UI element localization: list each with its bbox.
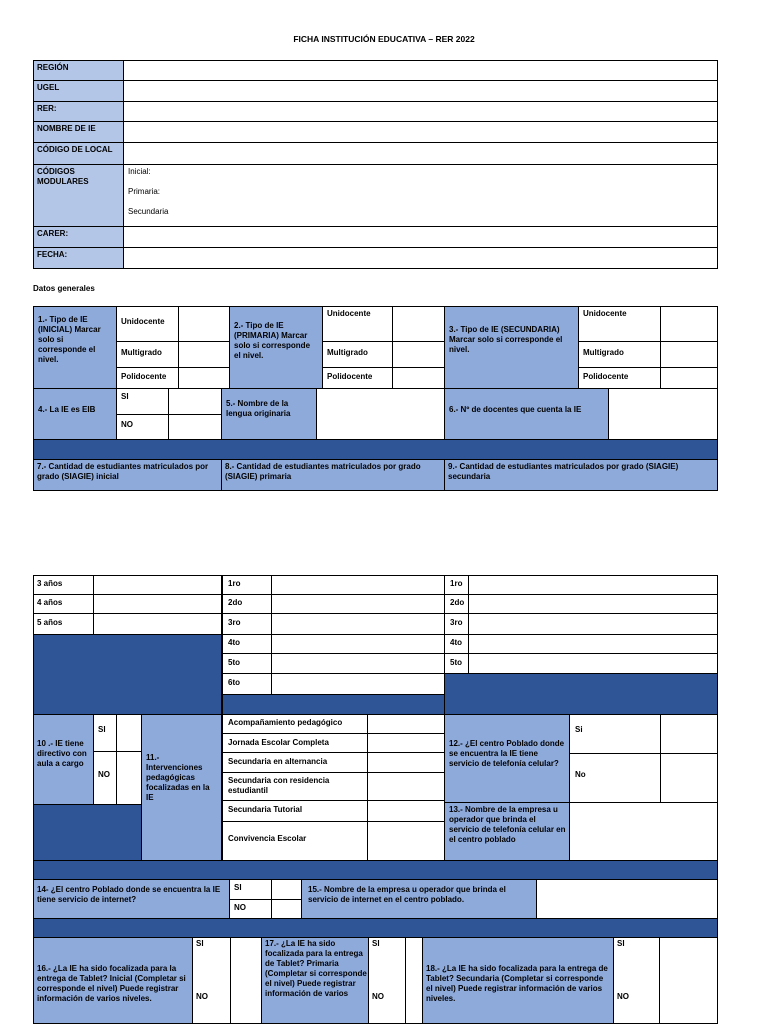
- secundaria-grade-3-field[interactable]: [468, 613, 718, 635]
- intervention-2-cell: [222, 733, 368, 753]
- intervention-4-check[interactable]: [367, 772, 445, 801]
- carer-label: CARER:: [37, 229, 69, 238]
- q4-cell: [33, 388, 117, 440]
- primaria-grade-6-field[interactable]: [271, 673, 445, 695]
- secundaria-grade-2: 2do: [450, 598, 465, 607]
- q11-label: 11.- Intervenciones pedagógicas focalizadas en la IE: [146, 753, 210, 802]
- q17-no-label: NO: [372, 992, 384, 1001]
- ugel-field[interactable]: [123, 80, 718, 102]
- q12-no-label: No: [575, 770, 586, 779]
- q3-multigrado-cell: [578, 341, 661, 368]
- datos-generales-heading: Datos generales: [33, 284, 95, 293]
- q9-label: 9.- Cantidad de estudiantes matriculados por grado (SIAGIE) secundaria: [448, 462, 679, 481]
- secundaria-grade-5: 5to: [450, 658, 462, 667]
- nombre-ie-label: NOMBRE DE IE: [37, 124, 96, 133]
- q10-si-label: SI: [98, 725, 106, 734]
- intervention-2-check[interactable]: [367, 733, 445, 753]
- q12-si-label: Si: [575, 725, 583, 734]
- q18-label: 18.- ¿La IE ha sido focalizada para la entrega de Tablet? Secundaria (Completar si corresponde el nivel) Puede registrar información de varios niveles.: [426, 964, 608, 1003]
- q17-cell: [261, 937, 369, 1024]
- fecha-field[interactable]: [123, 247, 718, 269]
- q6-cell: [444, 388, 609, 440]
- q18-si-label: SI: [617, 939, 625, 948]
- q15-field[interactable]: [536, 879, 718, 919]
- q13-cell: [444, 802, 570, 861]
- secundaria-grade-4: 4to: [450, 638, 462, 647]
- q13-label: 13.- Nombre de la empresa u operador que brinda el servicio de telefonía celular en el centro poblado: [449, 805, 566, 844]
- inicial-age-5-cell: [33, 613, 94, 635]
- q5-cell: [221, 388, 317, 440]
- q16-si-label: SI: [196, 939, 204, 948]
- secundaria-grade-3: 3ro: [450, 618, 463, 627]
- ugel-label: UGEL: [37, 83, 60, 92]
- fecha-label-cell: [33, 247, 124, 269]
- q13-field[interactable]: [569, 802, 718, 861]
- codigo-local-field[interactable]: [123, 142, 718, 165]
- q4-label: 4.- La IE es EIB: [38, 405, 96, 414]
- q2-multigrado-check[interactable]: [392, 341, 445, 368]
- primaria-grade-2: 2do: [228, 598, 243, 607]
- primaria-grade-4: 4to: [228, 638, 240, 647]
- q7-label: 7.- Cantidad de estudiantes matriculados por grado (SIAGIE) inicial: [37, 462, 209, 481]
- divider-band-2: [33, 860, 718, 880]
- q5-label: 5.- Nombre de la lengua originaria: [226, 399, 291, 418]
- q16-cell: [33, 937, 193, 1024]
- secundaria-grade-1-field[interactable]: [468, 575, 718, 595]
- region-label-cell: [33, 60, 124, 81]
- q17-options-cell: [368, 937, 406, 1024]
- q1-cell: [33, 306, 117, 389]
- secundaria-grade-5-cell: [444, 653, 469, 674]
- q3-polidocente-check[interactable]: [660, 367, 718, 389]
- fecha-label: FECHA:: [37, 250, 68, 259]
- q1-polidocente-check[interactable]: [178, 367, 230, 389]
- q11-cell: [141, 714, 222, 861]
- q10-si-check[interactable]: [116, 714, 142, 752]
- q10-cell: [33, 714, 94, 805]
- intervention-3-check[interactable]: [367, 752, 445, 773]
- q1-polidocente-cell: [116, 367, 179, 389]
- inicial-label: Inicial:: [128, 167, 151, 176]
- q17-si-label: SI: [372, 939, 380, 948]
- secundaria-grade-2-field[interactable]: [468, 594, 718, 614]
- intervention-3-cell: [222, 752, 368, 773]
- q18-cell: [422, 937, 614, 1024]
- q12-si-check[interactable]: [660, 714, 718, 754]
- inicial-age-3-cell: [33, 575, 94, 595]
- q12-no-cell: [569, 753, 661, 803]
- q16-label: 16.- ¿La IE ha sido focalizada para la entrega de Tablet? Inicial (Completar si corresponde el nivel) Puede registrar información de varios niveles.: [37, 964, 186, 1003]
- q12-si-cell: [569, 714, 661, 754]
- q2-polidocente-label: Polidocente: [327, 372, 373, 381]
- region-label: REGIÓN: [37, 63, 69, 72]
- q15-cell: [301, 879, 537, 919]
- primaria-grade-3-field[interactable]: [271, 613, 445, 635]
- primaria-grade-4-field[interactable]: [271, 634, 445, 654]
- q1-label: 1.- Tipo de IE (INICIAL) Marcar solo si corresponde el nivel.: [38, 315, 101, 364]
- primaria-grade-1-cell: [222, 575, 272, 595]
- region-field[interactable]: [123, 60, 718, 81]
- codigos-modulares-label: CÓDIGOS MODULARES: [37, 167, 89, 186]
- rer-label-cell: [33, 101, 124, 122]
- primaria-grade-6: 6to: [228, 678, 240, 687]
- q3-multigrado-check[interactable]: [660, 341, 718, 368]
- carer-label-cell: [33, 226, 124, 248]
- intervention-3-label: Secundaria en alternancia: [228, 757, 328, 766]
- q1-multigrado-cell: [116, 341, 179, 368]
- carer-field[interactable]: [123, 226, 718, 248]
- q16-options-cell: [192, 937, 231, 1024]
- q2-multigrado-label: Multigrado: [327, 348, 368, 357]
- q3-polidocente-label: Polidocente: [583, 372, 629, 381]
- inicial-age-3: 3 años: [37, 579, 63, 588]
- primaria-grade-5-field[interactable]: [271, 653, 445, 674]
- q2-polidocente-check[interactable]: [392, 367, 445, 389]
- q14-cell: [33, 879, 230, 919]
- q1-unidocente-check[interactable]: [178, 306, 230, 342]
- primaria-grade-2-field[interactable]: [271, 594, 445, 614]
- codigo-local-label-cell: [33, 142, 124, 165]
- secundaria-label: Secundaria: [128, 207, 169, 216]
- q14-si-check[interactable]: [271, 879, 302, 900]
- q1-multigrado-label: Multigrado: [121, 348, 162, 357]
- q14-no-check[interactable]: [271, 899, 302, 919]
- q4-si-check[interactable]: [168, 388, 222, 415]
- intervention-1-label: Acompañamiento pedagógico: [228, 718, 343, 727]
- q6-label: 6.- Nº de docentes que cuenta la IE: [449, 405, 582, 414]
- q10-filler-band: [33, 804, 142, 861]
- primaria-filler-band: [222, 694, 445, 715]
- q8-label: 8.- Cantidad de estudiantes matriculados por grado (SIAGIE) primaria: [225, 462, 421, 481]
- primaria-grade-3-cell: [222, 613, 272, 635]
- intervention-2-label: Jornada Escolar Completa: [228, 738, 329, 747]
- q2-polidocente-cell: [322, 367, 393, 389]
- codigos-modulares-field[interactable]: [123, 164, 718, 227]
- q7-cell: [33, 459, 222, 491]
- inicial-age-4-cell: [33, 594, 94, 614]
- intervention-6-check[interactable]: [367, 821, 445, 861]
- q18-check[interactable]: [659, 937, 718, 1024]
- q1-unidocente-label: Unidocente: [121, 317, 165, 326]
- codigo-local-label: CÓDIGO DE LOCAL: [37, 145, 113, 154]
- q14-si-label: SI: [234, 883, 242, 892]
- q6-field[interactable]: [608, 388, 718, 440]
- primaria-grade-2-cell: [222, 594, 272, 614]
- inicial-age-3-field[interactable]: [93, 575, 222, 595]
- q14-no-cell: [229, 899, 272, 919]
- intervention-6-cell: [222, 821, 368, 861]
- form-title: FICHA INSTITUCIÓN EDUCATIVA – RER 2022: [293, 34, 475, 44]
- q14-si-cell: [229, 879, 272, 900]
- rer-field[interactable]: [123, 101, 718, 122]
- q12-no-check[interactable]: [660, 753, 718, 803]
- intervention-6-label: Convivencia Escolar: [228, 834, 307, 843]
- q14-label: 14- ¿El centro Poblado donde se encuentra la IE tiene servicio de internet?: [37, 885, 221, 904]
- primaria-grade-5: 5to: [228, 658, 240, 667]
- q3-polidocente-cell: [578, 367, 661, 389]
- q5-field[interactable]: [316, 388, 445, 440]
- q2-unidocente-check[interactable]: [392, 306, 445, 342]
- q3-label: 3.- Tipo de IE (SECUNDARIA) Marcar solo si corresponde el nivel.: [449, 325, 563, 354]
- q3-unidocente-cell: [578, 306, 661, 342]
- intervention-5-cell: [222, 800, 368, 822]
- inicial-age-4-field[interactable]: [93, 594, 222, 614]
- primaria-grade-4-cell: [222, 634, 272, 654]
- ugel-label-cell: [33, 80, 124, 102]
- secundaria-grade-4-cell: [444, 634, 469, 654]
- intervention-4-label: Secundaria con residencia estudiantil: [228, 776, 330, 795]
- q1-unidocente-cell: [116, 306, 179, 342]
- q15-label: 15.- Nombre de la empresa u operador que brinda el servicio de internet en el centro poblado.: [308, 885, 506, 904]
- q3-multigrado-label: Multigrado: [583, 348, 624, 357]
- divider-band-3: [33, 918, 718, 938]
- q2-label: 2.- Tipo de IE (PRIMARIA) Marcar solo si corresponde el nivel.: [234, 321, 311, 360]
- q10-label: 10 .- IE tiene directivo con aula a cargo: [37, 739, 87, 768]
- q1-multigrado-check[interactable]: [178, 341, 230, 368]
- intervention-5-check[interactable]: [367, 800, 445, 822]
- secundaria-grade-4-field[interactable]: [468, 634, 718, 654]
- q14-no-label: NO: [234, 903, 246, 912]
- q4-no-check[interactable]: [168, 414, 222, 440]
- inicial-filler-band: [33, 634, 222, 715]
- q3-cell: [444, 306, 579, 389]
- q10-no-cell: [93, 751, 117, 805]
- q1-polidocente-label: Polidocente: [121, 372, 167, 381]
- q10-no-label: NO: [98, 770, 110, 779]
- q10-no-check[interactable]: [116, 751, 142, 805]
- q3-unidocente-check[interactable]: [660, 306, 718, 342]
- q18-no-label: NO: [617, 992, 629, 1001]
- intervention-4-cell: [222, 772, 368, 801]
- q2-multigrado-cell: [322, 341, 393, 368]
- primaria-grade-1: 1ro: [228, 579, 241, 588]
- secundaria-grade-2-cell: [444, 594, 469, 614]
- nombre-ie-label-cell: [33, 121, 124, 143]
- primaria-grade-5-cell: [222, 653, 272, 674]
- q17-label: 17.- ¿La IE ha sido focalizada para la entrega de Tablet? Primaria (Completar si corresponde el nivel) Puede registrar información de varios: [265, 939, 367, 998]
- codigos-modulares-label-cell: [33, 164, 124, 227]
- q12-cell: [444, 714, 570, 803]
- secundaria-grade-1-cell: [444, 575, 469, 595]
- primaria-grade-6-cell: [222, 673, 272, 695]
- primaria-grade-3: 3ro: [228, 618, 241, 627]
- q2-unidocente-cell: [322, 306, 393, 342]
- q12-label: 12.- ¿El centro Poblado donde se encuentra la IE tiene servicio de telefonía celular?: [449, 739, 565, 768]
- q3-unidocente-label: Unidocente: [583, 309, 627, 318]
- q2-cell: [229, 306, 323, 389]
- secundaria-filler-band: [444, 673, 718, 715]
- q10-si-cell: [93, 714, 117, 752]
- q4-si-label: SI: [121, 392, 129, 401]
- inicial-age-4: 4 años: [37, 598, 63, 607]
- intervention-5-label: Secundaria Tutorial: [228, 805, 303, 814]
- q9-cell: [444, 459, 718, 491]
- inicial-age-5: 5 años: [37, 618, 63, 627]
- q8-cell: [221, 459, 445, 491]
- divider-band-1: [33, 439, 718, 460]
- secundaria-grade-5-field[interactable]: [468, 653, 718, 674]
- q16-check[interactable]: [230, 937, 262, 1024]
- q2-unidocente-label: Unidocente: [327, 309, 371, 318]
- q4-si-cell: [116, 388, 169, 415]
- intervention-1-cell: [222, 714, 368, 734]
- q4-no-cell: [116, 414, 169, 440]
- primaria-label: Primaria:: [128, 187, 161, 196]
- rer-label: RER:: [37, 104, 57, 113]
- q16-no-label: NO: [196, 992, 208, 1001]
- secundaria-grade-3-cell: [444, 613, 469, 635]
- q18-options-cell: [613, 937, 660, 1024]
- q17-check[interactable]: [405, 937, 423, 1024]
- primaria-grade-1-field[interactable]: [271, 575, 445, 595]
- secundaria-grade-1: 1ro: [450, 579, 463, 588]
- nombre-ie-field[interactable]: [123, 121, 718, 143]
- inicial-age-5-field[interactable]: [93, 613, 222, 635]
- q4-no-label: NO: [121, 420, 133, 429]
- intervention-1-check[interactable]: [367, 714, 445, 734]
